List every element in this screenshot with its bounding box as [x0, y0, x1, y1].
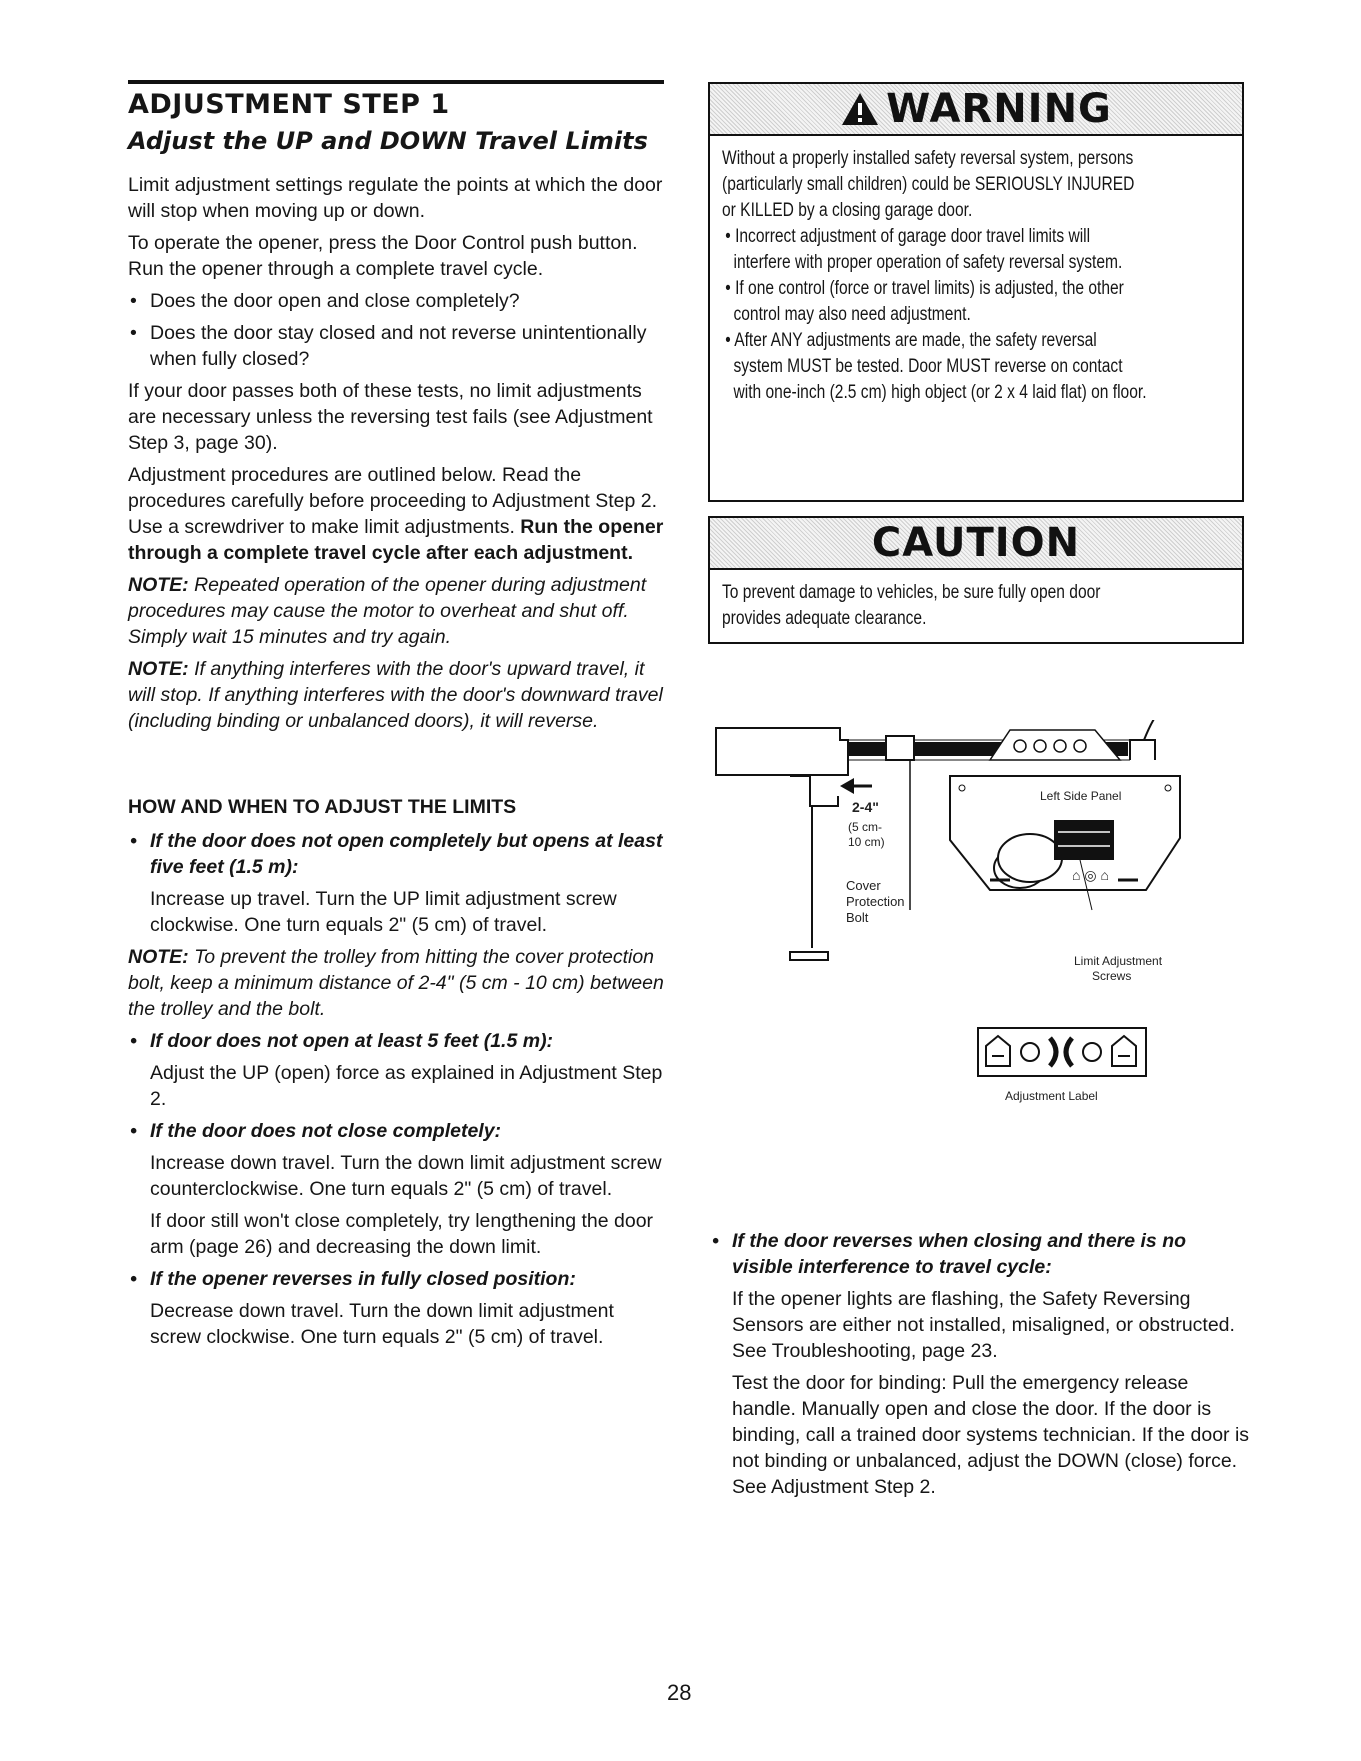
- caution-text: To prevent damage to vehicles, be sure fully open door provides adequate clearance.: [722, 582, 1101, 629]
- case-text: Increase up travel. Turn the UP limit adjustment screw clockwise. One turn equals 2" (5 cm) of travel.: [150, 888, 617, 936]
- distance-metric-2: 10 cm): [848, 835, 885, 849]
- limit-screws-block: [1054, 820, 1114, 860]
- page-number: 28: [667, 1680, 692, 1705]
- section-heading: HOW AND WHEN TO ADJUST THE LIMITS: [128, 796, 517, 818]
- opener-housing: [716, 728, 848, 775]
- limit-adjustment-diagram: [700, 720, 1220, 1120]
- note-trolley: NOTE: To prevent the trolley from hitting the cover protection bolt, keep a minimum distance of 2-4" (5 cm - 10 cm) between the trolley and the bolt.: [128, 946, 664, 1020]
- case-heading: • If the door reverses when closing and there is no visible interference to travel cycle:: [712, 1230, 1187, 1278]
- screws-label-2: Screws: [1092, 969, 1132, 983]
- intro-paragraph: Limit adjustment settings regulate the points at which the door will stop when moving up or down.: [128, 174, 663, 222]
- cover-label-2: Protection: [846, 894, 905, 909]
- right-column: [710, 1228, 1250, 1506]
- subheading: Adjust the UP and DOWN Travel Limits: [128, 127, 648, 155]
- pulley-circles: [990, 730, 1120, 760]
- case-text: Test the door for binding: Pull the emergency release handle. Manually open and close the door. If the door is binding, call a trained door systems technician. If the door is not binding or unbalanced, adjust the DOWN (close) force. See Adjustment Step 2.: [732, 1372, 1250, 1498]
- case-heading: • If door does not open at least 5 feet (1.5 m):: [130, 1030, 554, 1052]
- list-item: • Does the door open and close completely?: [130, 290, 520, 312]
- list-item: • After ANY adjustments are made, the safety reversal system MUST be tested. Door MUST reverse on contact with one-inch (2.5 cm) high object (or 2 x 4 laid flat) on floor.: [725, 330, 1147, 403]
- small-adjust-symbols: ⌂ ◎ ⌂: [1072, 867, 1109, 883]
- note-overheat: NOTE: Repeated operation of the opener during adjustment procedures may cause the motor to overheat and shut off. Simply wait 15 minutes and try again.: [128, 574, 647, 648]
- warning-banner: [710, 84, 1242, 136]
- list-item: • Does the door stay closed and not reverse unintentionally when fully closed?: [130, 322, 647, 370]
- list-item: • Incorrect adjustment of garage door travel limits will interfere with proper operation of safety reversal system.: [725, 226, 1123, 273]
- warning-intro: Without a properly installed safety reversal system, persons (particularly small children) could be SERIOUSLY INJURED or KILLED by a closing garage door.: [722, 148, 1135, 221]
- caution-box: [708, 516, 1244, 644]
- panel-label: Left Side Panel: [1040, 789, 1122, 803]
- procedures-paragraph: Adjustment procedures are outlined below. Read the procedures carefully before proceeding to Adjustment Step 2. Use a screwdriver to make limit adjustments. Run the opener through a complete travel cycle after each adjustment.: [128, 464, 664, 564]
- list-item: • If one control (force or travel limits) is adjusted, the other control may also need adjustment.: [725, 278, 1124, 325]
- operate-paragraph: To operate the opener, press the Door Control push button. Run the opener through a complete travel cycle.: [128, 232, 638, 280]
- trolley: [886, 736, 914, 760]
- adjustment-label-caption: Adjustment Label: [1005, 1089, 1098, 1103]
- caution-title: CAUTION: [871, 520, 1081, 566]
- case-heading: • If the opener reverses in fully closed position:: [130, 1268, 576, 1290]
- case-text: If door still won't close completely, try lengthening the door arm (page 26) and decreasing the down limit.: [150, 1210, 654, 1258]
- cover-label-3: Bolt: [846, 910, 869, 925]
- case-heading: • If the door does not open completely but opens at least five feet (1.5 m):: [130, 830, 663, 878]
- page-title: ADJUSTMENT STEP 1: [128, 89, 450, 120]
- arrow-left-icon: [840, 778, 854, 794]
- screws-label-1: Limit Adjustment: [1074, 954, 1163, 968]
- cover-label-1: Cover: [846, 878, 881, 893]
- caution-banner: [710, 518, 1242, 570]
- warning-box: [708, 82, 1244, 502]
- left-column: [128, 80, 664, 1356]
- title-rule: [128, 80, 664, 84]
- case-text: Adjust the UP (open) force as explained in Adjustment Step 2.: [150, 1062, 663, 1110]
- warning-title: WARNING: [886, 86, 1112, 132]
- distance-label: 2-4": [852, 799, 879, 815]
- note-interference: NOTE: If anything interferes with the door's upward travel, it will stop. If anything interferes with the door's downward travel (including binding or unbalanced doors), it will reverse.: [128, 658, 663, 732]
- case-heading: • If the door does not close completely:: [130, 1120, 502, 1142]
- adjustment-label-box: [978, 1028, 1146, 1076]
- distance-metric-1: (5 cm-: [848, 820, 882, 834]
- case-text: Increase down travel. Turn the down limit adjustment screw counterclockwise. One turn equals 2" (5 cm) of travel.: [150, 1152, 662, 1200]
- tests-paragraph: If your door passes both of these tests, no limit adjustments are necessary unless the reversing test fails (see Adjustment Step 3, page 30).: [128, 380, 653, 454]
- case-text: If the opener lights are flashing, the Safety Reversing Sensors are either not installed, misaligned, or obstructed. See Troubleshooting, page 23.: [732, 1288, 1235, 1362]
- case-text: Decrease down travel. Turn the down limit adjustment screw clockwise. One turn equals 2" (5 cm) of travel.: [150, 1300, 614, 1348]
- warning-triangle-icon: [840, 91, 880, 127]
